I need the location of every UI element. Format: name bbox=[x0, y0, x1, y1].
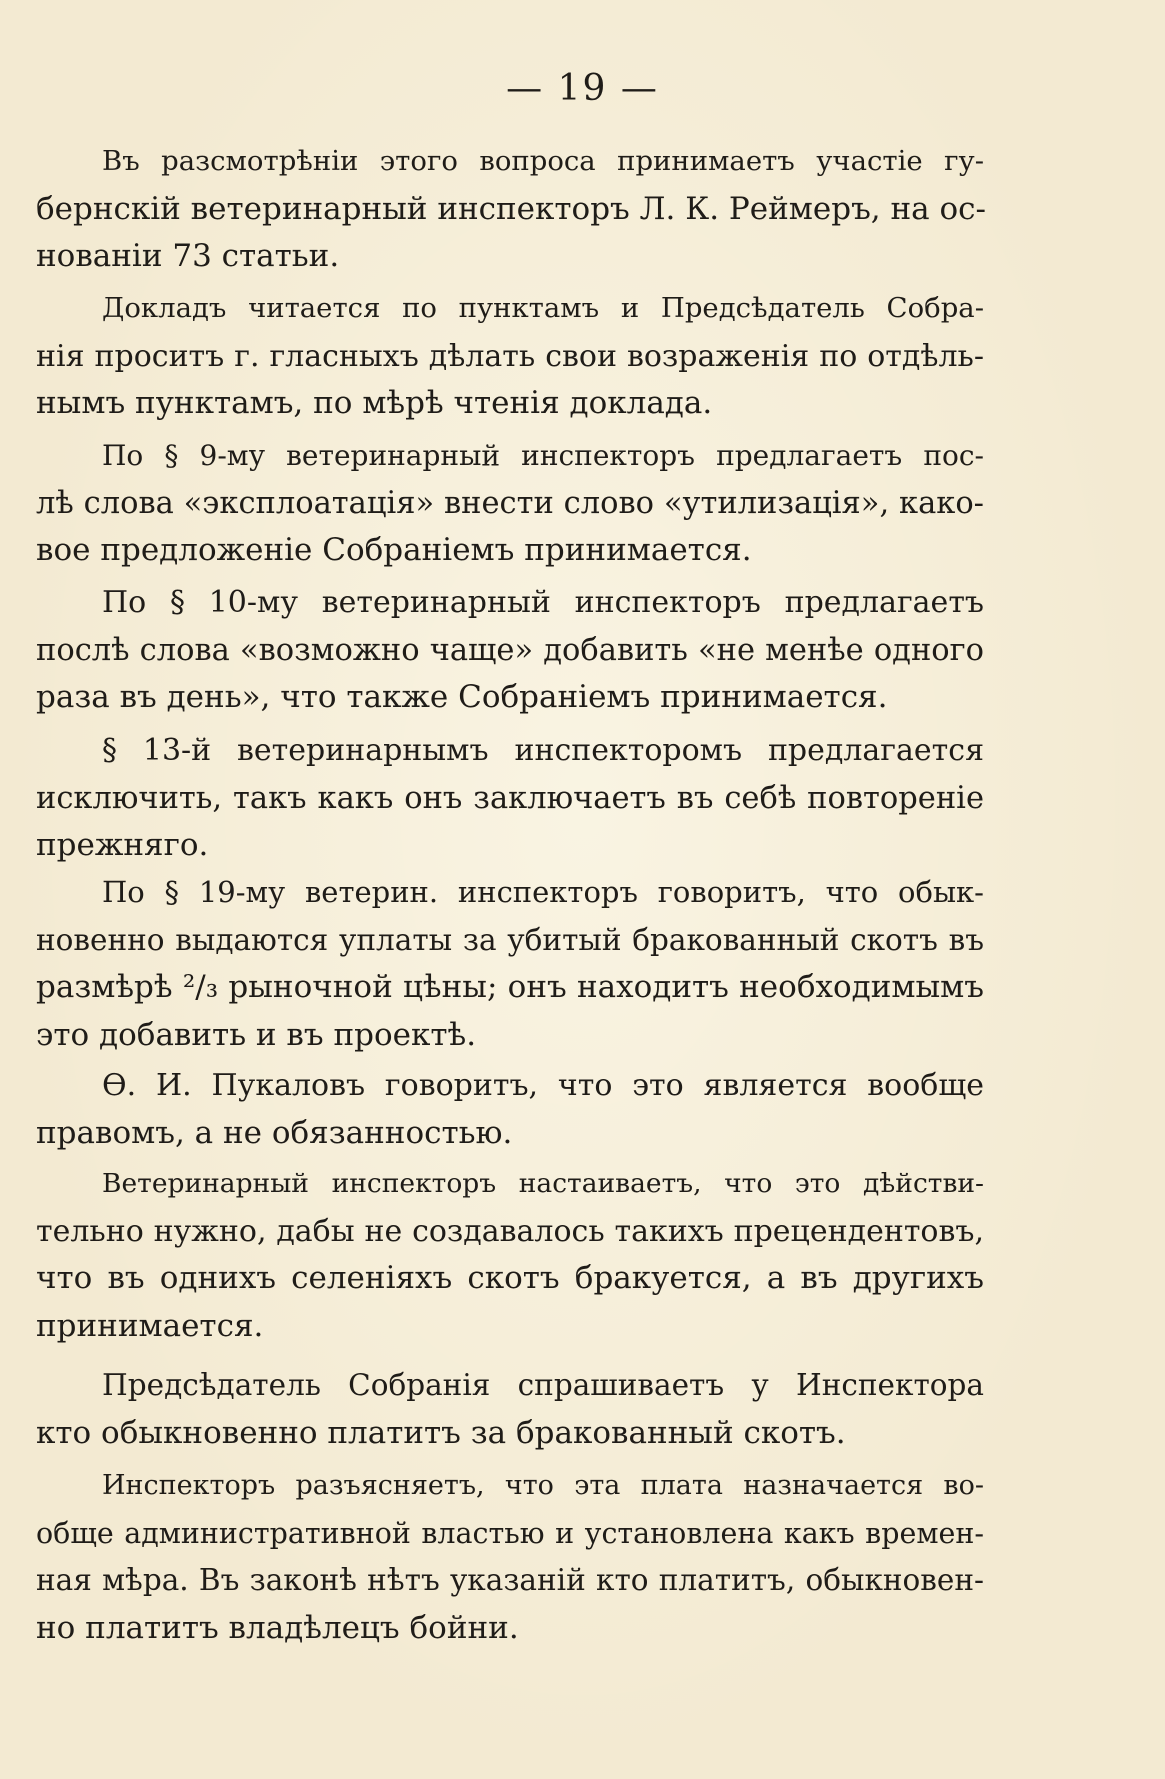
paragraph-1 bbox=[36, 138, 984, 281]
paragraph-3 bbox=[36, 432, 984, 575]
text-line: что въ однихъ селеніяхъ скотъ бракуется, а въ другихъ bbox=[36, 1260, 984, 1296]
text-line: Въ разсмотрѣніи этого вопроса принимаетъ участіе гу- bbox=[102, 145, 984, 177]
paragraph-6 bbox=[36, 869, 984, 1059]
text-line: прежняго. bbox=[36, 827, 209, 863]
paragraph-2 bbox=[36, 285, 984, 428]
text-line: кто обыкновенно платитъ за бракованный скотъ. bbox=[36, 1414, 846, 1451]
text-line: правомъ, а не обязанностью. bbox=[36, 1114, 513, 1151]
text-line: Докладъ читается по пунктамъ и Предсѣдатель Собра- bbox=[102, 292, 984, 324]
text-line: нія проситъ г. гласныхъ дѣлать свои возраженія по отдѣль- bbox=[36, 338, 984, 374]
text-line: По § 9-му ветеринарный инспекторъ предлагаетъ пос- bbox=[102, 439, 984, 472]
text-line: бернскій ветеринарный инспекторъ Л. К. Реймеръ, на ос- bbox=[36, 190, 986, 227]
text-line: § 13-й ветеринарнымъ инспекторомъ предлагается bbox=[102, 733, 984, 768]
text-line: нымъ пунктамъ, по мѣрѣ чтенія доклада. bbox=[36, 385, 713, 421]
text-line: Инспекторъ разъясняетъ, что эта плата назначается во- bbox=[102, 1470, 984, 1501]
text-line: вое предложеніе Собраніемъ принимается. bbox=[36, 532, 752, 568]
paragraph-7 bbox=[36, 1062, 984, 1157]
paragraph-9 bbox=[36, 1362, 984, 1457]
text-line: это добавить и въ проектѣ. bbox=[36, 1016, 477, 1053]
text-line: обще административной властью и установлена какъ времен- bbox=[36, 1516, 984, 1550]
text-line: Ѳ. И. Пукаловъ говоритъ, что это является вообще bbox=[102, 1068, 984, 1103]
page-number: — 19 — bbox=[506, 68, 659, 109]
text-line: Ветеринарный инспекторъ настаиваетъ, что это дѣйстви- bbox=[102, 1168, 984, 1199]
paragraph-5 bbox=[36, 727, 984, 870]
text-line: По § 19-му ветерин. инспекторъ говоритъ, что обык- bbox=[102, 875, 984, 909]
text-line: нованіи 73 статьи. bbox=[36, 238, 340, 274]
text-line: но платитъ владѣлецъ бойни. bbox=[36, 1609, 519, 1646]
text-line: новенно выдаются уплаты за убитый бракованный скотъ въ bbox=[36, 922, 984, 957]
text-line: размѣрѣ ²/₃ рыночной цѣны; онъ находитъ необходимымъ bbox=[36, 969, 984, 1005]
paragraph-8 bbox=[36, 1160, 984, 1350]
text-line: ная мѣра. Въ законѣ нѣтъ указаній кто платитъ, обыкновен- bbox=[36, 1563, 984, 1597]
text-line: Предсѣдатель Собранія спрашиваетъ у Инспектора bbox=[102, 1368, 984, 1402]
text-line: послѣ слова «возможно чаще» добавить «не менѣе одного bbox=[36, 632, 984, 668]
text-line: исключить, такъ какъ онъ заключаетъ въ себѣ повтореніе bbox=[36, 780, 984, 816]
text-line: раза въ день», что также Собраніемъ принимается. bbox=[36, 679, 888, 715]
text-line: По § 10-му ветеринарный инспекторъ предлагаетъ bbox=[102, 585, 984, 620]
text-line: принимается. bbox=[36, 1307, 264, 1344]
text-line: тельно нужно, дабы не создавалось такихъ прецендентовъ, bbox=[36, 1213, 984, 1249]
text-line: лѣ слова «эксплоатація» внести слово «утилизація», како- bbox=[36, 485, 984, 521]
paragraph-4 bbox=[36, 579, 984, 722]
paragraph-10 bbox=[36, 1462, 984, 1652]
